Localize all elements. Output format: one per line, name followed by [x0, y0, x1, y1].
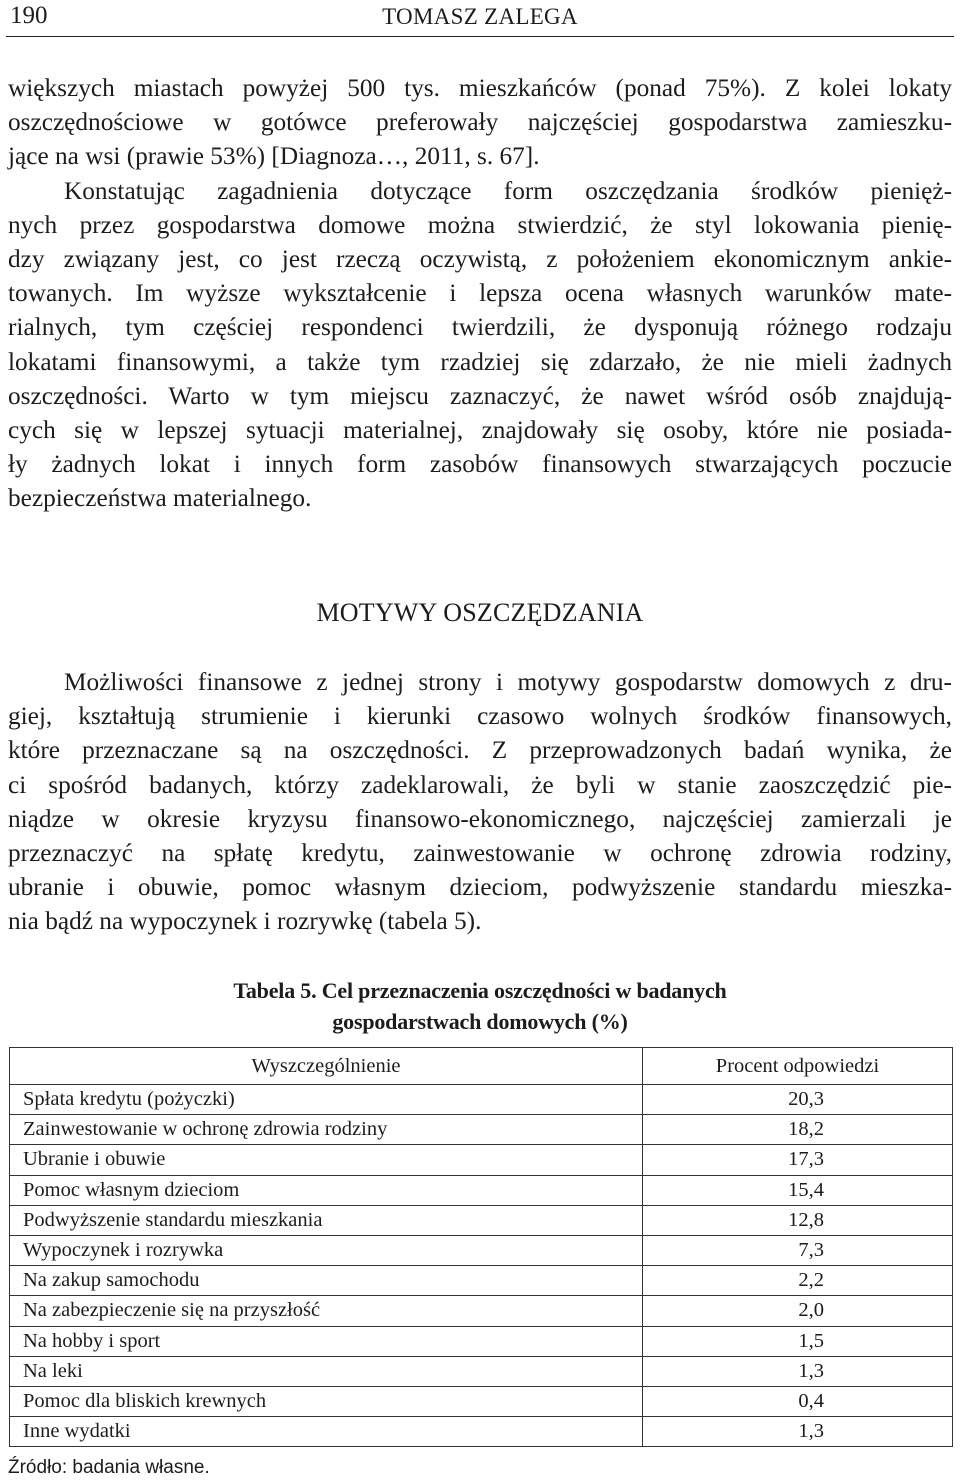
text-line: niądze w okresie kryzysu finansowo-ekonomicznego, najczęściej zamierzali je [8, 804, 952, 833]
table-row [10, 1175, 953, 1205]
body-text-bottom [8, 665, 952, 939]
text-line: dzy związany jest, co jest rzeczą oczywistą, z położeniem ekonomicznym ankie- [8, 245, 952, 274]
paragraph-3 [8, 665, 952, 939]
running-head: TOMASZ ZALEGA [382, 4, 578, 29]
row-label: Pomoc własnym dzieciom [10, 1175, 643, 1205]
text-line: nia bądź na wypoczynek i rozrywkę (tabela 5). [8, 907, 482, 936]
page-header [6, 0, 954, 37]
row-value: 1,3 [643, 1417, 953, 1447]
paragraph-2 [8, 174, 952, 516]
paragraph-1 [8, 71, 952, 174]
text-line: cych się w lepszej sytuacji materialnej, znajdowały się osoby, które nie posiada- [8, 416, 952, 445]
row-value: 1,5 [643, 1326, 953, 1356]
table-row [10, 1115, 953, 1145]
table-row [10, 1266, 953, 1296]
table-caption-line-2: gospodarstwach domowych (%) [332, 1009, 628, 1034]
text-line: ły żadnych lokat i innych form zasobów finansowych stwarzających poczucie [8, 450, 952, 479]
row-label: Spłata kredytu (pożyczki) [10, 1085, 643, 1115]
row-label: Na leki [10, 1356, 643, 1386]
row-label: Na hobby i sport [10, 1326, 643, 1356]
body-text-top [8, 71, 952, 516]
text-line: oszczędności. Warto w tym miejscu zaznaczyć, że nawet wśród osób znajdują- [8, 381, 952, 410]
text-line: większych miastach powyżej 500 tys. mieszkańców (ponad 75%). Z kolei lokaty [8, 74, 952, 102]
text-line: ci spośród badanych, którzy zadeklarowali, że byli w stanie zaoszczędzić pie- [8, 770, 952, 799]
savings-purpose-table [9, 1047, 953, 1447]
table-row [10, 1145, 953, 1175]
table-row [10, 1235, 953, 1265]
text-line: Konstatując zagadnienia dotyczące form oszczędzania środków pienięż- [64, 176, 952, 205]
text-line: rialnych, tym częściej respondenci twierdzili, że dysponują różnego rodzaju [8, 313, 952, 342]
row-label: Wypoczynek i rozrywka [10, 1235, 643, 1265]
text-line: oszczędnościowe w gotówce preferowały najczęściej gospodarstwa zamieszku- [8, 108, 952, 137]
table-row [10, 1356, 953, 1386]
text-line: towanych. Im wyższe wykształcenie i lepsza ocena własnych warunków mate- [8, 279, 952, 308]
table-row [10, 1205, 953, 1235]
row-label: Zainwestowanie w ochronę zdrowia rodziny [10, 1115, 643, 1145]
text-line: lokatami finansowymi, a także tym rzadziej się zdarzało, że nie mieli żadnych [8, 347, 952, 376]
row-label: Inne wydatki [10, 1417, 643, 1447]
section-title: MOTYWY OSZCZĘDZANIA [316, 598, 644, 627]
table-caption-line-1: Tabela 5. Cel przeznaczenia oszczędności w badanych [233, 978, 727, 1003]
row-value: 18,2 [643, 1115, 953, 1145]
text-line: ubranie i obuwie, pomoc własnym dzieciom, podwyższenie standardu mieszka- [8, 873, 952, 902]
row-value: 2,0 [643, 1296, 953, 1326]
table-row [10, 1326, 953, 1356]
row-value: 15,4 [643, 1175, 953, 1205]
row-value: 20,3 [643, 1085, 953, 1115]
table-row [10, 1417, 953, 1447]
row-value: 0,4 [643, 1386, 953, 1416]
text-line: jące na wsi (prawie 53%) [Diagnoza…, 2011, s. 67]. [8, 142, 540, 171]
table-row [10, 1386, 953, 1416]
row-label: Ubranie i obuwie [10, 1145, 643, 1175]
text-line: bezpieczeństwa materialnego. [8, 484, 312, 513]
row-value: 2,2 [643, 1266, 953, 1296]
text-line: giej, kształtują strumienie i kierunki czasowo wolnych środków finansowych, [8, 702, 952, 731]
row-label: Na zakup samochodu [10, 1266, 643, 1296]
text-line: nych przez gospodarstwa domowe można stwierdzić, że styl lokowania pienię- [8, 210, 952, 239]
row-value: 7,3 [643, 1235, 953, 1265]
page-number: 190 [10, 2, 48, 29]
table-source-note: Źródło: badania własne. [8, 1457, 210, 1478]
row-label: Pomoc dla bliskich krewnych [10, 1386, 643, 1416]
row-label: Na zabezpieczenie się na przyszłość [10, 1296, 643, 1326]
row-value: 12,8 [643, 1205, 953, 1235]
column-header-item: Wyszczególnienie [10, 1048, 643, 1085]
row-value: 17,3 [643, 1145, 953, 1175]
table-row [10, 1085, 953, 1115]
text-line: które przeznaczane są na oszczędności. Z przeprowadzonych badań wynika, że [8, 736, 952, 765]
row-value: 1,3 [643, 1356, 953, 1386]
text-line: Możliwości finansowe z jednej strony i motywy gospodarstw domowych z dru- [64, 668, 952, 696]
table-row [10, 1296, 953, 1326]
table-caption [0, 975, 960, 1037]
column-header-percent: Procent odpowiedzi [643, 1048, 953, 1085]
row-label: Podwyższenie standardu mieszkania [10, 1205, 643, 1235]
text-line: przeznaczyć na spłatę kredytu, zainwestowanie w ochronę zdrowia rodziny, [8, 839, 952, 868]
table-header-row [10, 1048, 953, 1085]
